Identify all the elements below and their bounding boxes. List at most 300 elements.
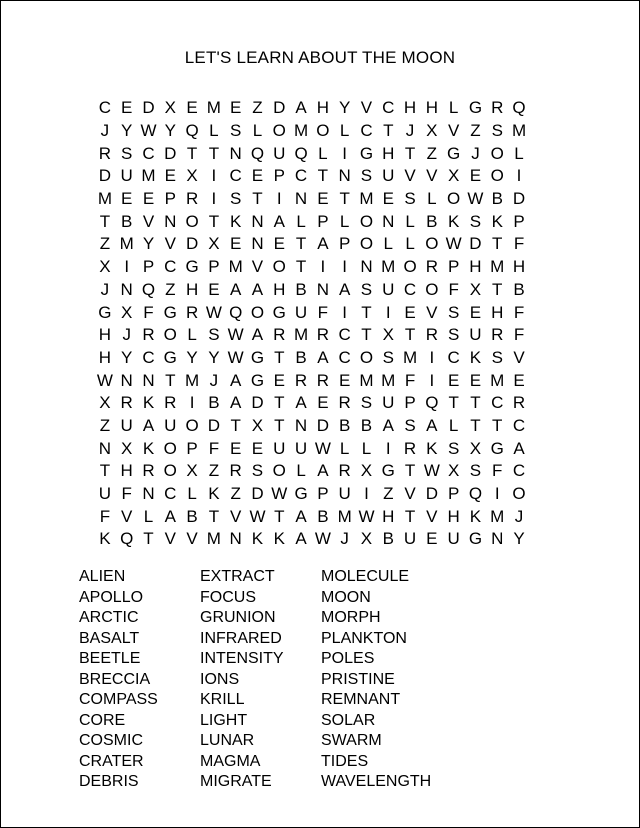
grid-letter: X: [447, 461, 460, 481]
grid-letter: P: [186, 438, 198, 458]
grid-letter: X: [121, 438, 133, 458]
grid-letter: T: [208, 211, 220, 231]
grid-letter: N: [491, 529, 504, 549]
word-list-item: ALIEN: [79, 568, 126, 585]
grid-letter: N: [316, 279, 329, 299]
grid-letter: L: [405, 211, 415, 231]
grid-letter: G: [185, 257, 199, 277]
grid-letter: E: [317, 189, 329, 209]
grid-row: [94, 369, 530, 392]
grid-letter: D: [142, 98, 155, 118]
grid-letter: F: [99, 506, 111, 526]
grid-letter: R: [316, 370, 329, 390]
grid-letter: P: [513, 211, 525, 231]
grid-row: [94, 301, 530, 324]
grid-letter: X: [186, 461, 198, 481]
grid-letter: L: [209, 121, 219, 141]
grid-letter: E: [382, 189, 394, 209]
grid-letter: M: [228, 257, 243, 277]
grid-letter: B: [295, 347, 307, 367]
grid-letter: F: [208, 438, 220, 458]
grid-letter: E: [230, 438, 242, 458]
grid-letter: X: [426, 121, 438, 141]
grid-letter: M: [141, 166, 156, 186]
grid-letter: N: [251, 211, 264, 231]
grid-letter: E: [230, 234, 242, 254]
grid-letter: X: [164, 98, 176, 118]
grid-letter: B: [426, 211, 438, 231]
grid-letter: U: [98, 484, 112, 504]
grid-letter: D: [207, 415, 221, 435]
grid-letter: H: [403, 98, 417, 118]
grid-letter: A: [295, 506, 307, 526]
grid-letter: R: [142, 325, 155, 345]
word-list-item: EXTRACT: [200, 568, 275, 585]
grid-letter: J: [122, 325, 131, 345]
grid-letter: Y: [338, 98, 351, 118]
grid-letter: A: [317, 234, 329, 254]
grid-letter: H: [120, 461, 133, 481]
grid-letter: T: [361, 325, 372, 345]
grid-letter: S: [208, 325, 220, 345]
grid-row: [94, 528, 530, 551]
word-list-item: LUNAR: [200, 732, 255, 749]
grid-letter: B: [208, 393, 220, 413]
grid-letter: A: [513, 438, 525, 458]
grid-row: [94, 483, 530, 506]
grid-letter: O: [163, 325, 177, 345]
grid-letter: C: [294, 166, 308, 186]
word-list-item: INFRARED: [200, 629, 282, 647]
grid-letter: N: [229, 529, 242, 549]
word-list-item: CRATER: [79, 752, 144, 770]
grid-letter: L: [427, 189, 437, 209]
grid-row: [94, 210, 530, 233]
grid-letter: E: [513, 370, 525, 390]
grid-letter: T: [317, 166, 329, 186]
word-list-item: COMPASS: [79, 691, 158, 708]
grid-letter: V: [230, 506, 242, 526]
grid-letter: D: [251, 393, 264, 413]
grid-letter: O: [490, 166, 504, 186]
grid-letter: Y: [142, 234, 155, 254]
grid-row: [94, 256, 530, 279]
grid-letter: A: [295, 529, 307, 549]
grid-letter: C: [447, 347, 460, 367]
grid-letter: M: [119, 234, 134, 254]
grid-letter: N: [294, 415, 308, 435]
grid-letter: T: [404, 461, 416, 481]
grid-letter: B: [317, 506, 329, 526]
grid-letter: G: [381, 461, 395, 481]
grid-row: [94, 188, 530, 211]
grid-letter: L: [361, 438, 372, 458]
grid-letter: R: [316, 325, 329, 345]
grid-letter: A: [230, 370, 242, 390]
grid-letter: D: [469, 234, 482, 254]
grid-letter: W: [314, 529, 331, 549]
grid-letter: T: [274, 506, 285, 526]
grid-letter: B: [338, 415, 351, 435]
page-title: LET'S LEARN ABOUT THE MOON: [184, 48, 456, 67]
grid-letter: X: [469, 279, 482, 299]
grid-letter: V: [360, 98, 373, 118]
word-list-item: APOLLO: [79, 588, 144, 606]
grid-letter: T: [295, 234, 307, 254]
grid-letter: R: [512, 393, 526, 413]
grid-letter: E: [121, 189, 133, 209]
grid-letter: T: [404, 143, 416, 163]
grid-letter: U: [382, 393, 395, 413]
grid-letter: P: [338, 234, 351, 254]
grid-letter: T: [448, 393, 459, 413]
grid-letter: E: [230, 98, 242, 118]
grid-row: [94, 120, 530, 143]
grid-letter: R: [403, 438, 417, 458]
grid-letter: F: [513, 302, 525, 322]
grid-letter: H: [382, 143, 395, 163]
grid-letter: Q: [512, 98, 526, 118]
grid-letter: C: [338, 347, 351, 367]
grid-letter: L: [339, 438, 350, 458]
grid-letter: Z: [470, 121, 481, 141]
grid-letter: I: [364, 484, 369, 504]
grid-letter: S: [469, 211, 482, 231]
grid-letter: E: [251, 438, 264, 458]
grid-letter: N: [142, 484, 155, 504]
grid-letter: T: [361, 302, 372, 322]
grid-letter: L: [296, 211, 306, 231]
word-list-item: MOON: [321, 588, 371, 606]
grid-letter: L: [383, 234, 393, 254]
grid-letter: L: [339, 211, 350, 231]
grid-letter: E: [426, 529, 438, 549]
grid-letter: K: [469, 506, 482, 526]
grid-letter: W: [227, 325, 244, 345]
grid-letter: P: [317, 211, 329, 231]
grid-letter: V: [426, 166, 438, 186]
grid-letter: F: [317, 302, 329, 322]
grid-letter: O: [250, 302, 265, 322]
grid-letter: M: [490, 257, 505, 277]
grid-letter: A: [295, 98, 307, 118]
grid-letter: F: [492, 461, 503, 481]
grid-letter: E: [469, 370, 482, 390]
word-list-item: MOLECULE: [321, 568, 410, 585]
grid-letter: N: [229, 143, 242, 163]
grid-letter: R: [491, 98, 504, 118]
grid-letter: K: [230, 211, 242, 231]
grid-letter: T: [230, 415, 241, 435]
grid-letter: S: [469, 461, 482, 481]
grid-letter: K: [426, 438, 438, 458]
grid-letter: M: [293, 325, 309, 345]
grid-letter: E: [469, 302, 482, 322]
grid-letter: E: [273, 234, 285, 254]
grid-letter: W: [358, 506, 375, 526]
word-list-item: REMNANT: [321, 691, 401, 708]
word-list-item: INTENSITY: [200, 650, 284, 667]
grid-letter: M: [293, 121, 309, 141]
grid-letter: E: [164, 166, 176, 186]
grid-letter: H: [382, 506, 395, 526]
grid-letter: A: [142, 415, 155, 435]
grid-letter: M: [490, 506, 505, 526]
grid-letter: V: [164, 234, 176, 254]
grid-letter: R: [273, 325, 286, 345]
grid-letter: K: [99, 529, 111, 549]
grid-letter: A: [338, 279, 351, 299]
grid-row: [94, 233, 530, 256]
grid-letter: S: [121, 143, 133, 163]
grid-letter: W: [96, 370, 113, 390]
grid-letter: J: [100, 121, 110, 141]
word-list-item: MIGRATE: [200, 773, 272, 790]
grid-letter: P: [404, 393, 416, 413]
grid-row: [94, 97, 530, 120]
grid-letter: T: [404, 506, 416, 526]
grid-letter: Q: [229, 302, 243, 322]
grid-letter: W: [467, 189, 484, 209]
grid-letter: E: [317, 393, 329, 413]
grid-letter: J: [471, 143, 480, 163]
grid-letter: S: [251, 461, 264, 481]
grid-letter: X: [360, 461, 373, 481]
grid-letter: P: [208, 257, 220, 277]
word-list-item: BRECCIA: [79, 670, 151, 688]
grid-letter: I: [320, 257, 326, 277]
grid-letter: O: [425, 234, 439, 254]
grid-letter: C: [229, 166, 242, 186]
grid-letter: D: [273, 98, 286, 118]
grid-letter: I: [211, 166, 217, 186]
grid-letter: T: [470, 415, 481, 435]
grid-row: [94, 392, 530, 415]
grid-row: [94, 347, 530, 370]
grid-letter: A: [317, 461, 329, 481]
grid-row: [94, 142, 530, 165]
grid-letter: K: [491, 211, 503, 231]
grid-letter: O: [272, 121, 286, 141]
grid-letter: K: [447, 211, 460, 231]
grid-letter: T: [274, 415, 285, 435]
grid-letter: C: [403, 279, 417, 299]
grid-letter: N: [98, 438, 112, 458]
word-list-item: IONS: [200, 670, 240, 688]
grid-letter: N: [120, 279, 133, 299]
grid-letter: L: [514, 143, 524, 163]
grid-letter: L: [448, 98, 459, 118]
grid-letter: A: [230, 393, 242, 413]
grid-letter: W: [205, 302, 222, 322]
grid-letter: H: [185, 279, 199, 299]
grid-letter: T: [186, 143, 198, 163]
grid-letter: O: [316, 121, 330, 141]
grid-letter: R: [185, 189, 199, 209]
grid-letter: Z: [99, 234, 111, 254]
grid-letter: G: [359, 143, 374, 163]
grid-letter: U: [294, 302, 308, 322]
word-list-item: BEETLE: [79, 650, 141, 667]
grid-letter: R: [338, 461, 351, 481]
grid-letter: Z: [165, 279, 176, 299]
grid-letter: H: [98, 347, 112, 367]
grid-letter: G: [490, 438, 504, 458]
grid-letter: V: [186, 529, 198, 549]
grid-letter: F: [121, 484, 132, 504]
grid-letter: A: [317, 347, 329, 367]
grid-letter: G: [294, 484, 308, 504]
word-list-item: DEBRIS: [79, 773, 139, 790]
grid-letter: C: [512, 461, 526, 481]
grid-letter: Q: [425, 393, 439, 413]
grid-letter: A: [251, 325, 264, 345]
grid-letter: X: [99, 393, 111, 413]
grid-letter: G: [272, 302, 286, 322]
word-list-item: SOLAR: [321, 711, 376, 729]
grid-letter: T: [99, 461, 111, 481]
grid-letter: E: [447, 370, 460, 390]
grid-letter: S: [447, 302, 460, 322]
grid-letter: Q: [185, 121, 199, 141]
grid-letter: N: [164, 211, 177, 231]
grid-letter: Z: [230, 484, 241, 504]
grid-letter: E: [208, 279, 220, 299]
grid-letter: M: [490, 370, 505, 390]
grid-letter: K: [142, 438, 155, 458]
grid-letter: I: [516, 166, 522, 186]
grid-letter: F: [448, 279, 459, 299]
grid-letter: O: [163, 438, 177, 458]
grid-letter: X: [469, 438, 482, 458]
grid-letter: T: [274, 347, 285, 367]
grid-letter: C: [382, 98, 395, 118]
grid-letter: S: [382, 347, 394, 367]
grid-letter: U: [294, 438, 308, 458]
grid-letter: N: [251, 234, 264, 254]
grid-letter: K: [469, 347, 482, 367]
grid-letter: U: [447, 529, 460, 549]
grid-letter: R: [491, 325, 504, 345]
grid-letter: L: [187, 325, 197, 345]
grid-letter: F: [143, 302, 154, 322]
grid-letter: C: [491, 393, 504, 413]
grid-letter: Q: [250, 143, 265, 163]
grid-letter: O: [425, 279, 439, 299]
grid-letter: T: [470, 393, 481, 413]
grid-letter: R: [425, 257, 438, 277]
grid-letter: T: [252, 189, 263, 209]
grid-letter: U: [382, 166, 395, 186]
grid-letter: M: [206, 529, 221, 549]
grid-letter: U: [164, 415, 177, 435]
grid-letter: N: [338, 166, 351, 186]
word-list-item: KRILL: [200, 691, 245, 708]
grid-letter: D: [185, 234, 199, 254]
grid-letter: D: [251, 484, 264, 504]
grid-letter: G: [163, 347, 177, 367]
grid-letter: O: [359, 347, 374, 367]
grid-row: [94, 165, 530, 188]
grid-letter: J: [340, 529, 349, 549]
grid-letter: G: [163, 302, 177, 322]
grid-letter: H: [425, 98, 438, 118]
grid-row: [94, 460, 530, 483]
grid-letter: H: [273, 279, 286, 299]
word-column-3: [321, 567, 461, 793]
word-list-item: TIDES: [321, 752, 369, 770]
grid-letter: C: [142, 143, 155, 163]
grid-letter: X: [360, 529, 373, 549]
grid-letter: I: [124, 257, 130, 277]
grid-letter: Z: [99, 415, 111, 435]
grid-letter: U: [120, 415, 133, 435]
grid-letter: J: [209, 370, 219, 390]
grid-letter: N: [294, 189, 308, 209]
grid-letter: G: [468, 98, 483, 118]
grid-letter: Y: [513, 529, 525, 549]
grid-letter: C: [98, 98, 112, 118]
word-column-1: [79, 567, 200, 793]
grid-letter: S: [404, 189, 416, 209]
grid-letter: I: [429, 370, 435, 390]
grid-letter: I: [189, 393, 195, 413]
word-list-item: WAVELENGTH: [321, 773, 432, 790]
word-list-item: CORE: [79, 711, 126, 729]
grid-letter: N: [360, 257, 373, 277]
grid-letter: T: [274, 393, 285, 413]
grid-letter: Y: [164, 121, 176, 141]
grid-letter: K: [208, 484, 220, 504]
grid-letter: V: [426, 302, 438, 322]
grid-letter: O: [185, 415, 199, 435]
grid-letter: W: [249, 506, 266, 526]
grid-letter: Y: [186, 347, 198, 367]
grid-letter: D: [512, 189, 526, 209]
grid-letter: G: [447, 143, 461, 163]
grid-letter: T: [492, 279, 503, 299]
grid-letter: J: [405, 121, 415, 141]
grid-letter: W: [140, 121, 157, 141]
grid-letter: Q: [468, 484, 483, 504]
grid-letter: F: [513, 234, 525, 254]
grid-letter: U: [273, 438, 286, 458]
grid-letter: X: [447, 166, 460, 186]
grid-letter: T: [165, 370, 176, 390]
grid-letter: B: [186, 506, 198, 526]
grid-letter: U: [382, 279, 395, 299]
grid-letter: V: [447, 121, 460, 141]
grid-letter: X: [251, 415, 264, 435]
grid-letter: E: [121, 98, 133, 118]
grid-letter: B: [382, 529, 394, 549]
grid-letter: S: [447, 438, 460, 458]
grid-letter: B: [360, 415, 373, 435]
grid-letter: T: [492, 234, 503, 254]
grid-letter: A: [273, 211, 285, 231]
grid-letter: M: [97, 189, 112, 209]
grid-letter: N: [120, 370, 133, 390]
grid-letter: O: [185, 211, 199, 231]
grid-letter: C: [338, 325, 351, 345]
grid-letter: E: [186, 98, 198, 118]
word-list-item: SWARM: [321, 732, 382, 749]
grid-letter: V: [404, 166, 416, 186]
grid-letter: H: [469, 257, 482, 277]
word-list-item: ARCTIC: [79, 609, 139, 626]
grid-letter: V: [404, 484, 416, 504]
word-list-item: PLANKTON: [321, 629, 407, 647]
